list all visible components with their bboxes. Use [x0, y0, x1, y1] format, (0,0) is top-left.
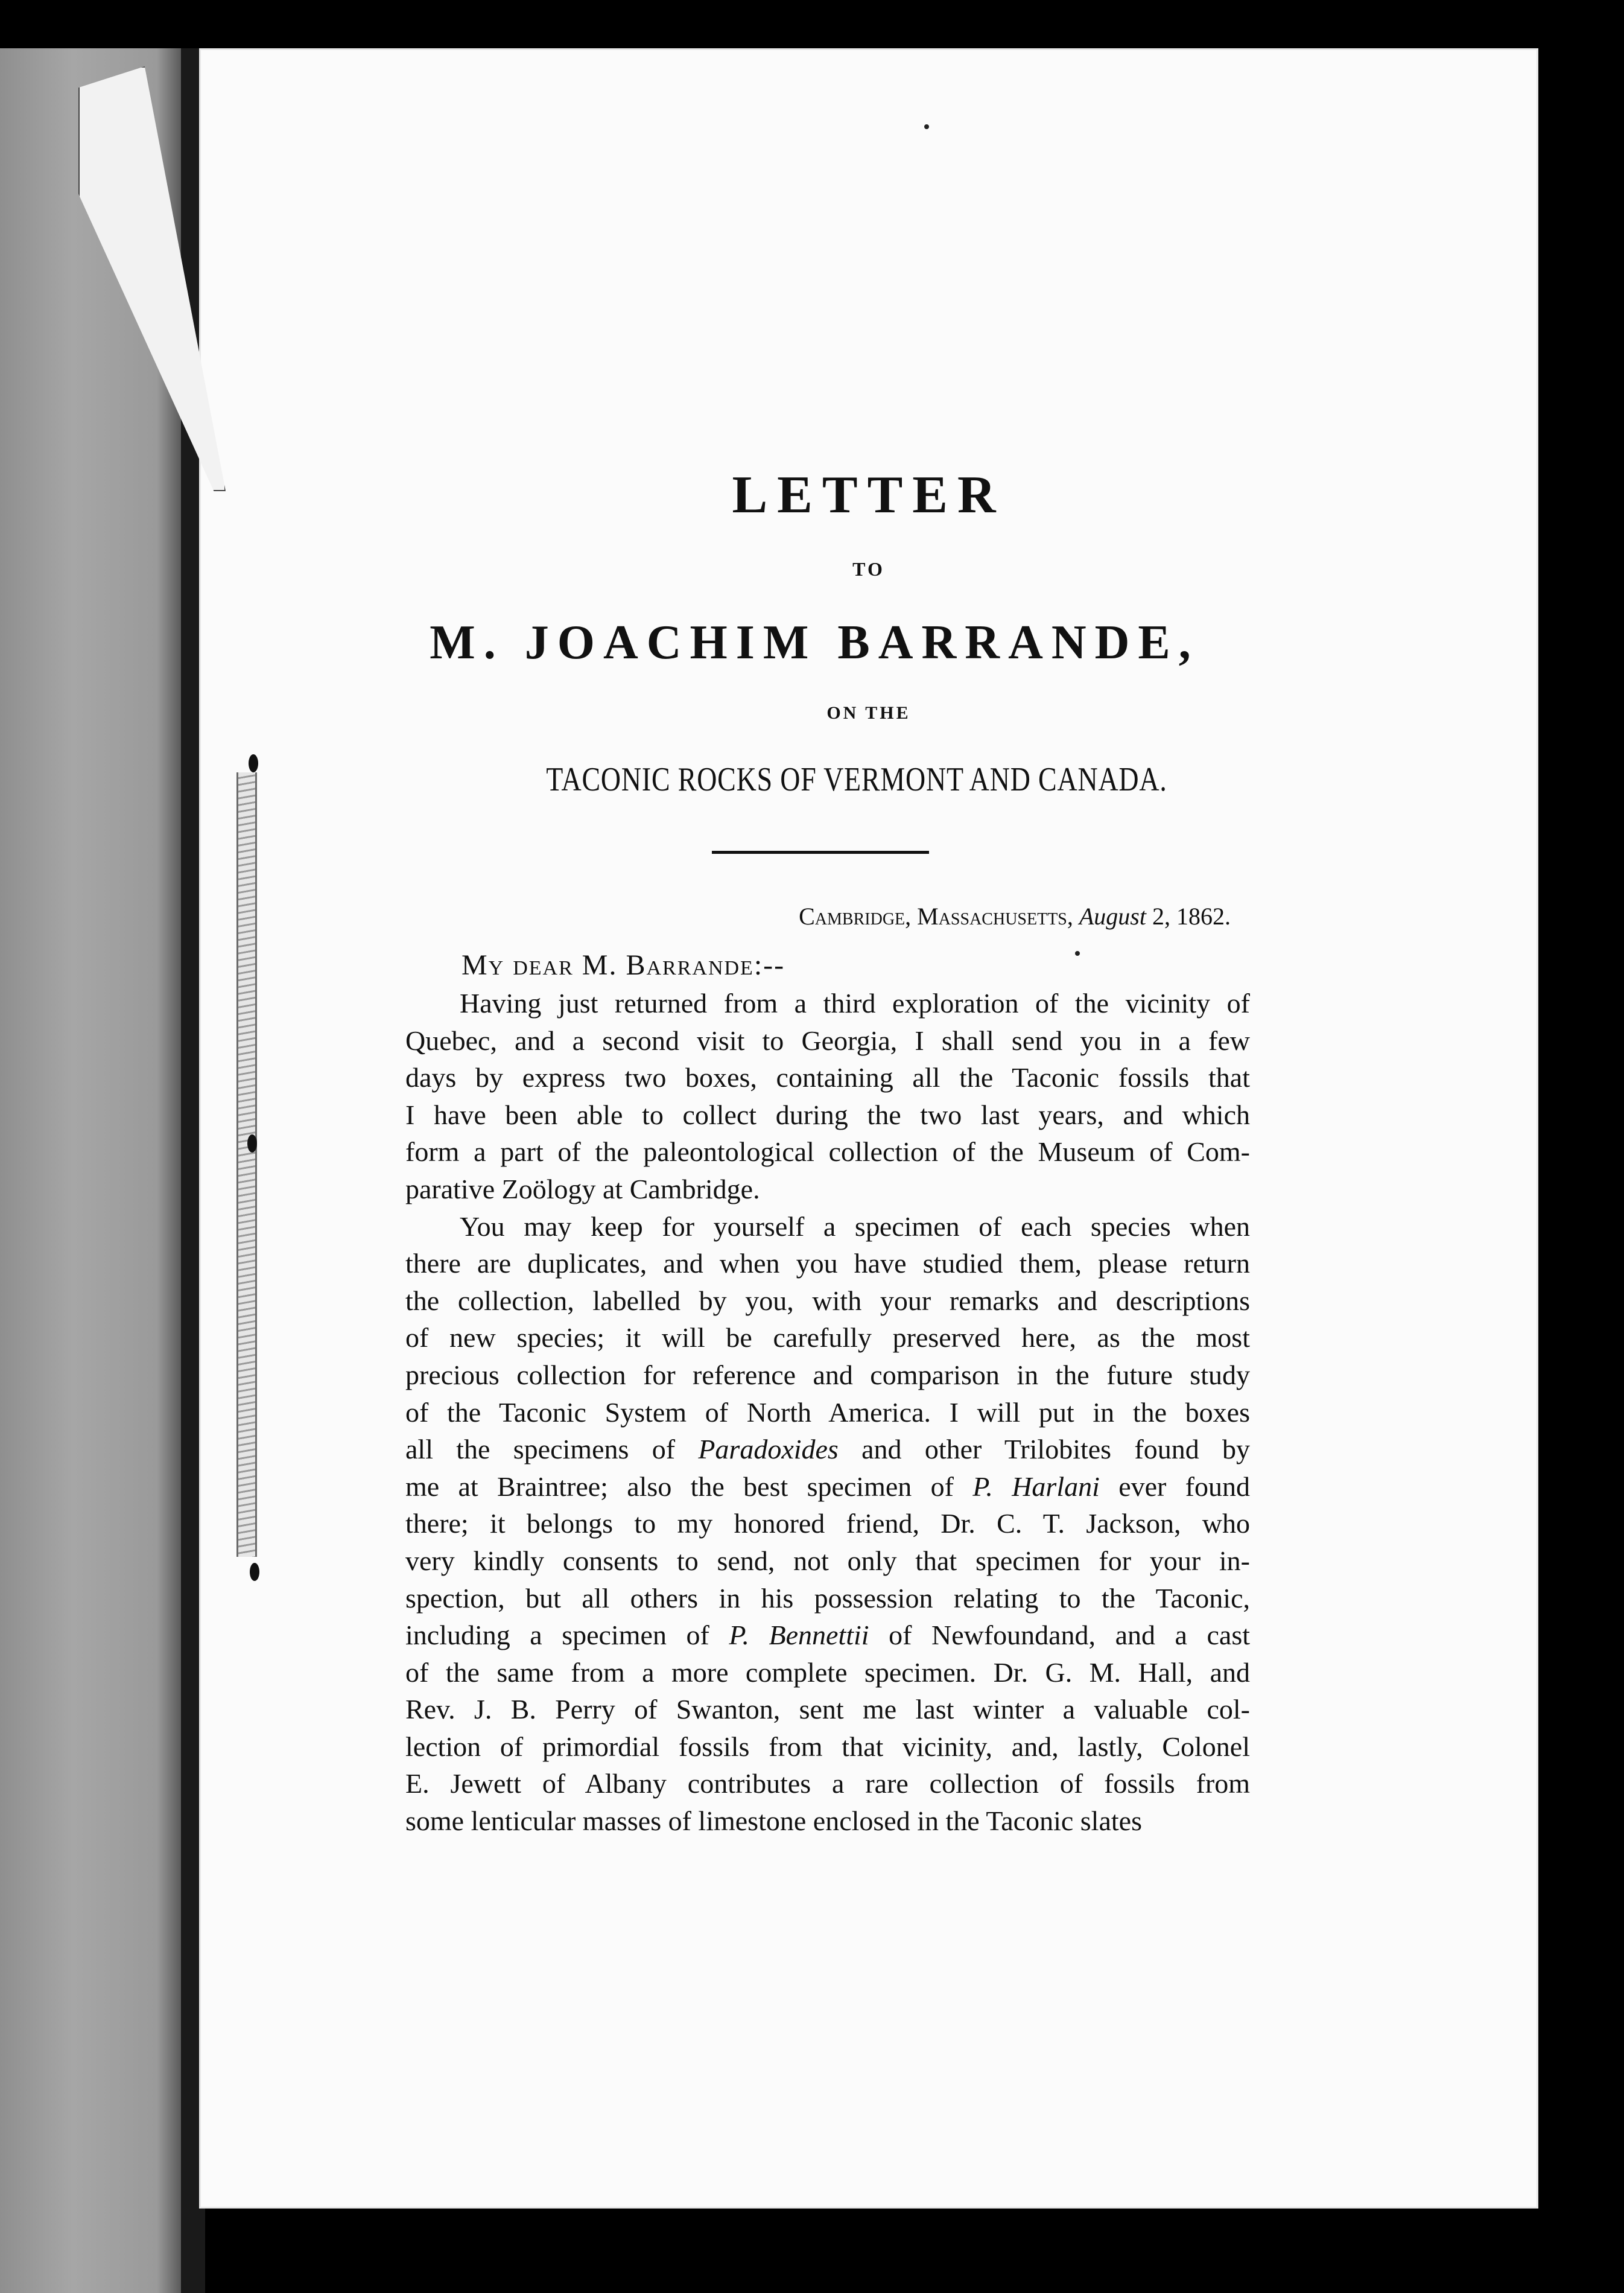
dateline-place: Cambridge, Massachusetts,	[799, 903, 1073, 930]
page-title: LETTER	[732, 466, 1006, 524]
body-line: You may keep for yourself a specimen of each species when	[460, 1210, 1250, 1242]
body-line: including a specimen of P. Bennettii of Newfoundand, and a cast	[405, 1620, 1250, 1651]
stitch-hole	[249, 754, 258, 772]
title-rule	[712, 851, 929, 854]
body-line: the collection, labelled by you, with your remarks and descriptions	[405, 1285, 1250, 1316]
body-line: Having just returned from a third exploration of the vicinity of	[460, 988, 1250, 1019]
dateline-month: August	[1079, 903, 1146, 930]
body-line: of the Taconic System of North America. I will put in the boxes	[405, 1396, 1250, 1428]
ink-speck	[1075, 951, 1080, 956]
body-line: Quebec, and a second visit to Georgia, I shall send you in a few	[405, 1025, 1250, 1056]
on-the-line: ON THE	[826, 703, 911, 723]
body-line: I have been able to collect during the two last years, and which	[405, 1099, 1250, 1130]
body-line: of new species; it will be carefully preserved here, as the most	[405, 1322, 1250, 1353]
dateline-rest: 2, 1862.	[1152, 903, 1231, 930]
letter-body	[405, 985, 1250, 1840]
body-line: of the same from a more complete specimen. Dr. G. M. Hall, and	[405, 1656, 1250, 1688]
body-line: Rev. J. B. Perry of Swanton, sent me last winter a valuable col-	[405, 1694, 1250, 1725]
dateline	[603, 902, 1231, 930]
body-line: lection of primordial fossils from that vicinity, and, lastly, Colonel	[405, 1731, 1250, 1762]
body-line: E. Jewett of Albany contributes a rare collection of fossils from	[405, 1768, 1250, 1799]
body-line: all the specimens of Paradoxides and other Trilobites found by	[405, 1434, 1250, 1465]
body-line: precious collection for reference and comparison in the future study	[405, 1359, 1250, 1390]
stitch-hole	[247, 1134, 257, 1153]
ink-speck	[924, 124, 929, 129]
addressee: M. JOACHIM BARRANDE,	[430, 616, 1199, 669]
body-line: form a part of the paleontological collection of the Museum of Com-	[405, 1136, 1250, 1168]
binding-stitch	[236, 772, 257, 1557]
salutation: My dear M. Barrande:--	[462, 949, 785, 981]
subject-line: TACONIC ROCKS OF VERMONT AND CANADA.	[546, 761, 1167, 798]
body-line: there are duplicates, and when you have studied them, please return	[405, 1248, 1250, 1279]
body-line: parative Zoölogy at Cambridge.	[405, 1173, 760, 1204]
to-line: TO	[852, 558, 885, 580]
body-line: days by express two boxes, containing all the Taconic fossils that	[405, 1062, 1250, 1093]
body-line: me at Braintree; also the best specimen of P. Harlani ever found	[405, 1471, 1250, 1502]
body-line: spection, but all others in his possession relating to the Taconic,	[405, 1582, 1250, 1614]
body-line: there; it belongs to my honored friend, Dr. C. T. Jackson, who	[405, 1508, 1250, 1539]
body-line: very kindly consents to send, not only that specimen for your in-	[405, 1545, 1250, 1576]
body-line: some lenticular masses of limestone enclosed in the Taconic slates	[405, 1805, 1142, 1837]
stitch-hole	[250, 1563, 259, 1581]
